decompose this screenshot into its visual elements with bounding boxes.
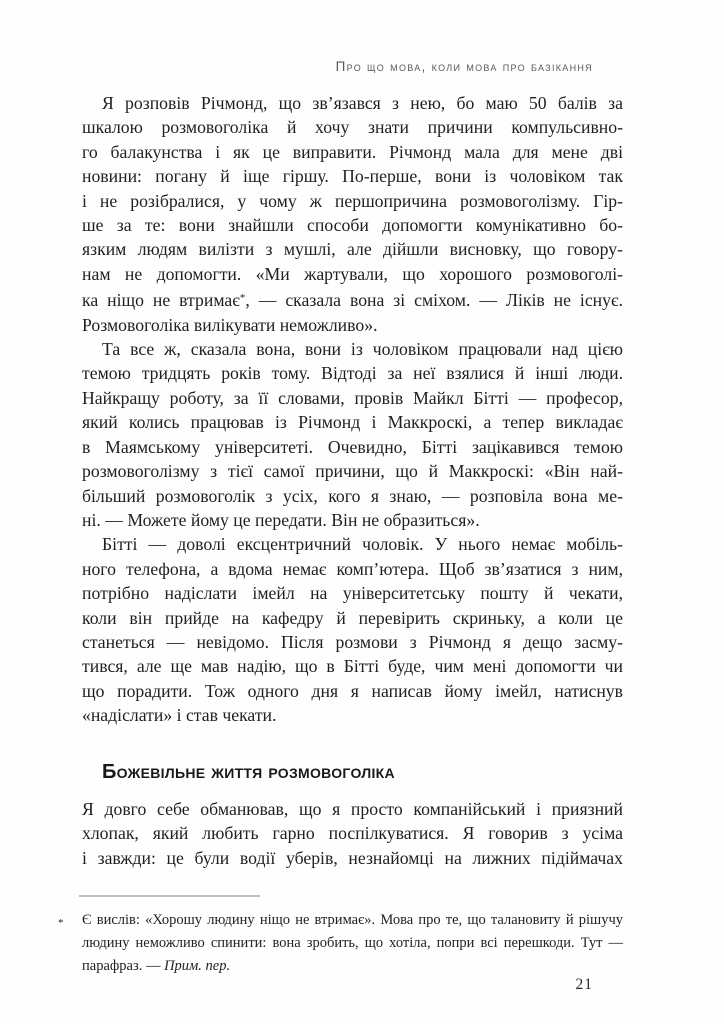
running-head: Про що мова, коли мова про базікання — [335, 59, 593, 74]
text-line: нам не допомогти. «Ми жартували, що хорошого розмовоголі- — [82, 263, 623, 284]
text-line: і завжди: це були водії уберів, незнайомці на лижних підіймачах — [82, 847, 623, 868]
text-line: шкалою розмовоголіка й хочу знати причини компульсивно- — [82, 117, 623, 138]
text-line: Я довго себе обманював, що я просто компанійський і приязний — [82, 799, 623, 819]
footnote-ref-asterisk: * — [239, 292, 246, 305]
text-line: станеться — невідомо. Після розмови з Річмонд я дещо засму- — [82, 631, 623, 652]
text-line: більший розмовоголік з усіх, кого я знаю, — розповіла вона ме- — [82, 485, 623, 506]
text-segment: парафраз. — — [82, 958, 165, 974]
text-line: потрібно надіслати імейл на університетську пошту й чекати, — [82, 583, 623, 604]
text-line: Та все ж, сказала вона, вони із чоловіком працювали над цією — [102, 339, 623, 360]
text-line: хлопак, який любить гарно поспілкуватися. Я говорив з усіма — [82, 823, 623, 844]
footnote-marker-asterisk: * — [58, 917, 64, 929]
text-line: коли він прийде на кафедру й перевірить скриньку, а коли це — [82, 607, 623, 628]
translator-note: Прим. пер. — [164, 958, 231, 974]
text-line: ше за те: вони знайшли способи допомогти комунікативно бо- — [82, 215, 623, 236]
text-line: Я розповів Річмонд, що зв’язався з нею, бо маю 50 балів за — [102, 93, 623, 113]
text-line: в Маямському університеті. Очевидно, Бітті зацікавився темою — [82, 436, 623, 457]
text-line: і не розібралися, у чому ж першопричина розмовоголізму. Гір- — [82, 190, 623, 211]
text-line: розмовоголізму з тієї самої причини, що й Маккроскі: «Він най- — [82, 461, 623, 482]
footnote-line — [82, 955, 623, 978]
text-line: темою тридцять років тому. Відтоді за неї взялися й інші люди. — [82, 363, 623, 384]
text-line: новини: погану й іще гіршу. По-перше, вони із чоловіком так — [82, 166, 623, 187]
footnote-line: людину неможливо спинити: вона зробить, що хотіла, попри всі перешкоди. Тут — — [82, 935, 623, 951]
footnote — [58, 909, 623, 978]
text-line: Найкращу роботу, за її словами, провів Майкл Бітті — професор, — [82, 387, 623, 408]
text-line: Розмовоголіка вилікувати неможливо». — [82, 314, 378, 335]
text-segment: , — сказала вона зі сміхом. — Ліків не існує. — [245, 290, 623, 311]
footnote-separator-rule — [79, 895, 260, 897]
text-line: ного телефона, а вдома немає комп’ютера. Щоб зв’язатися з ним, — [82, 558, 623, 579]
main-text — [82, 91, 623, 728]
section-heading: Божевільне життя розмовоголіка — [102, 761, 395, 783]
text-line: який колись працював із Річмонд і Маккроскі, а тепер викладає — [82, 412, 623, 433]
text-line: тився, але ще мав надію, що в Бітті буде, чим мені допомогти чи — [82, 656, 623, 677]
text-line: ні. — Можете йому це передати. Він не образиться». — [82, 509, 480, 530]
footnote-text — [82, 909, 623, 978]
text-line: язким людям вилізти з мушлі, але дійшли висновку, що говору- — [82, 239, 623, 260]
text-segment: ка ніщо не втримає — [82, 290, 240, 311]
text-line: го балакунства і як це виправити. Річмонд мала для мене дві — [82, 141, 623, 162]
page-number: 21 — [575, 976, 593, 993]
text-line: що порадити. Тож одного дня я написав йому імейл, натиснув — [82, 680, 623, 701]
text-line: «надіслати» і став чекати. — [82, 705, 277, 726]
section-first-paragraph — [82, 797, 623, 870]
text-line: Бітті — доволі ексцентричний чоловік. У нього немає мобіль- — [102, 534, 623, 555]
text-line-with-footnote-ref — [82, 286, 623, 312]
footnote-line: Є вислів: «Хорошу людину ніщо не втримає». Мова про те, що талановиту й рішучу — [82, 912, 623, 928]
